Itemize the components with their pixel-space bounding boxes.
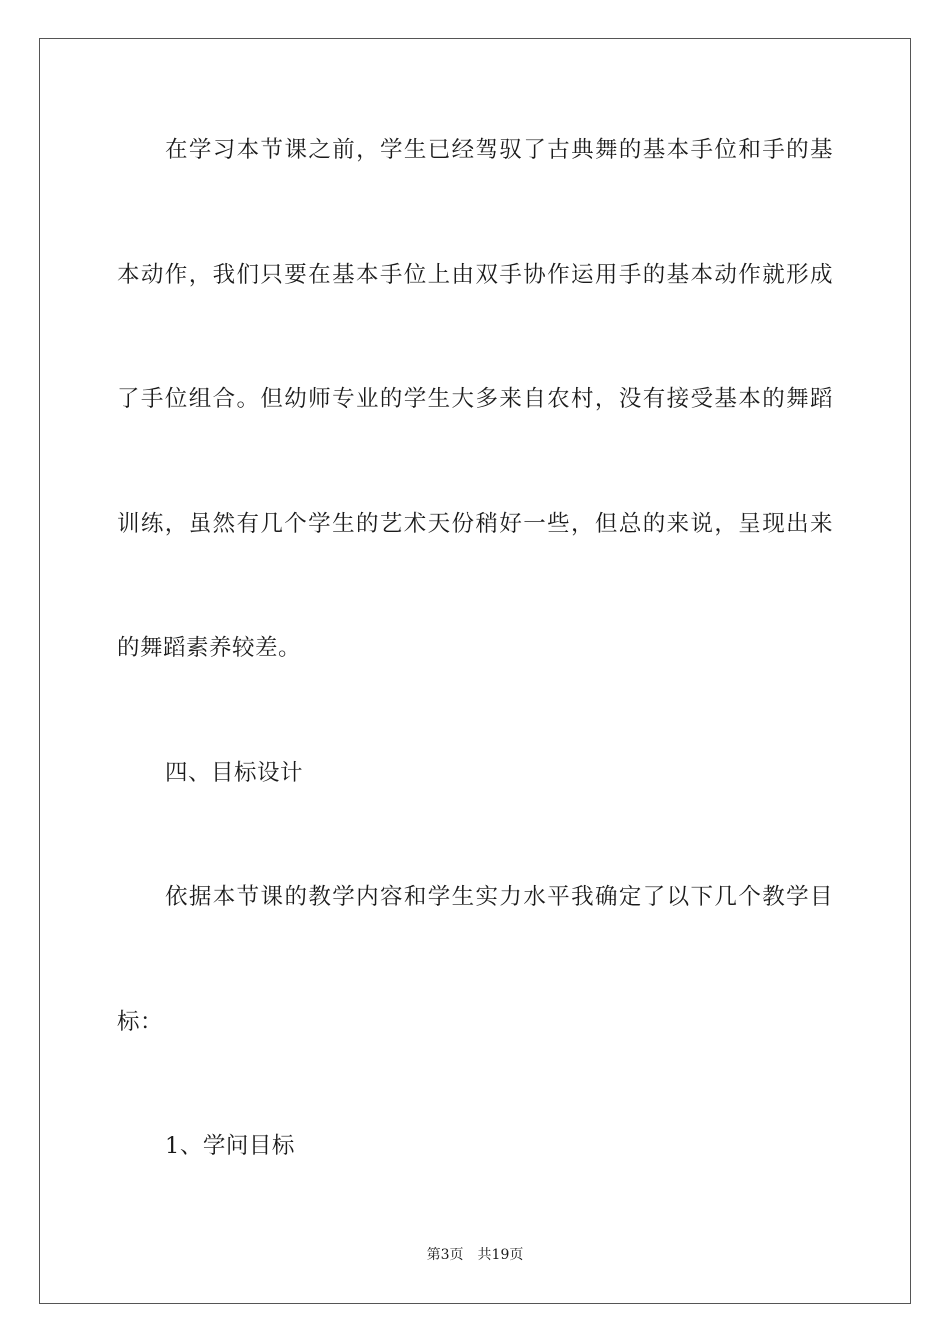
page-border [39,38,911,1304]
paragraph-line: 本动作，我们只要在基本手位上由双手协作运用手的基本动作就形成 [117,262,833,288]
paragraph-line: 的舞蹈素养较差。 [117,635,302,661]
paragraph-line: 在学习本节课之前，学生已经驾驭了古典舞的基本手位和手的基 [165,137,833,163]
paragraph-line: 标： [117,1009,164,1035]
subsection-heading: 1、学问目标 [165,1133,295,1159]
page-number-footer: 第3页 共19页 [426,1247,524,1263]
paragraph-line: 了手位组合。但幼师专业的学生大多来自农村，没有接受基本的舞蹈 [117,386,833,412]
paragraph-line: 训练，虽然有几个学生的艺术天份稍好一些，但总的来说，呈现出来 [117,511,833,537]
section-heading: 四、目标设计 [165,760,304,786]
paragraph-line: 依据本节课的教学内容和学生实力水平我确定了以下几个教学目 [165,884,833,910]
